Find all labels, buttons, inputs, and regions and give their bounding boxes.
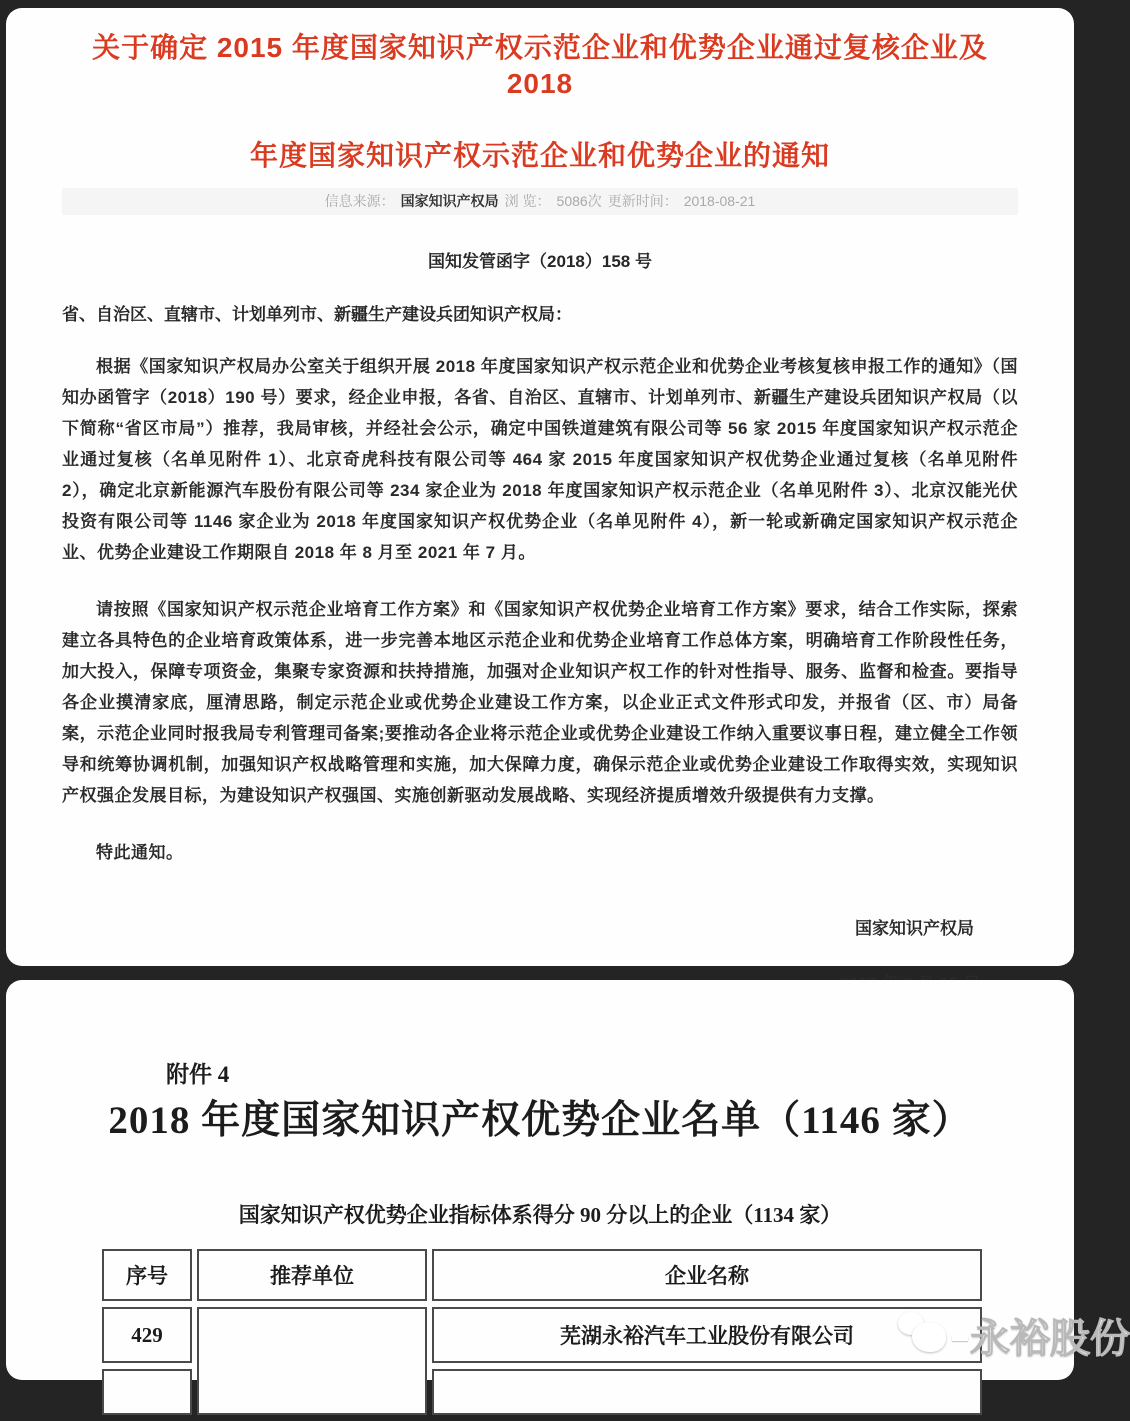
table-header-row (102, 1249, 982, 1301)
notice-title-line1: 关于确定 2015 年度国家知识产权示范企业和优势企业通过复核企业及 2018 (92, 32, 988, 99)
updated-label: 更新时间： (607, 193, 678, 209)
cell-serial-number-empty (102, 1369, 192, 1415)
attachment-card (6, 980, 1074, 1380)
body-paragraph-1: 根据《国家知识产权局办公室关于组织开展 2018 年度国家知识产权示范企业和优势企业考核复核申报工作的通知》（国知办函管字（2018）190 号）要求，经企业申报，各省、自治区、直辖市、计划单列市、新疆生产建设兵团知识产权局（以下简称“省区市局”）推荐，我局审核，并经社会公示，确定中国铁道建筑有限公司等 56 家 2015 年度国家知识产权示范企业通过复核（名单见附件 1）、北京奇虎科技有限公司等 464 家 2015 年度国家知识产权优势企业通过复核（名单见附件 2），确定北京新能源汽车股份有限公司等 234 家企业为 2018 年度国家知识产权示范企业（名单见附件 3）、北京汉能光伏投资有限公司等 1146 家企业为 2018 年度国家知识产权优势企业（名单见附件 4），新一轮或新确定国家知识产权示范企业、优势企业建设工作期限自 2018 年 8 月至 2021 年 7 月。 (62, 357, 1018, 562)
closing-line: 特此通知。 (96, 843, 184, 862)
updated-value: 2018-08-21 (683, 193, 756, 209)
views-label: 浏 览： (504, 193, 551, 209)
document-number: 国知发管函字（2018）158 号 (428, 252, 652, 271)
attachment-label: 附件 4 (166, 1062, 230, 1087)
source-label: 信息来源： (324, 193, 395, 209)
article-meta-bar (62, 188, 1018, 215)
cell-enterprise-name-empty (432, 1369, 982, 1415)
cell-enterprise-name: 芜湖永裕汽车工业股份有限公司 (432, 1307, 982, 1363)
source-value: 国家知识产权局 (400, 193, 499, 209)
body-paragraph-2: 请按照《国家知识产权示范企业培育工作方案》和《国家知识产权优势企业培育工作方案》要求，结合工作实际，探索建立各具特色的企业培育政策体系，进一步完善本地区示范企业和优势企业培育工作总体方案，明确培育工作阶段性任务，加大投入，保障专项资金，集聚专家资源和扶持措施，加强对企业知识产权工作的针对性指导、服务、监督和检查。要指导各企业摸清家底，厘清思路，制定示范企业或优势企业建设工作方案，以企业正式文件形式印发，并报省（区、市）局备案，示范企业同时报我局专利管理司备案;要推动各企业将示范企业或优势企业建设工作纳入重要议事日程，建立健全工作领导和统筹协调机制，加强知识产权战略管理和实施，加大保障力度，确保示范企业或优势企业建设工作取得实效，实现知识产权强企发展目标，为建设知识产权强国、实施创新驱动发展战略、实现经济提质增效升级提供有力支撑。 (62, 600, 1018, 805)
watermark-text: 永裕股份 (970, 1316, 1130, 1361)
header-serial-number: 序号 (102, 1249, 192, 1301)
signer-name: 国家知识产权局 (855, 919, 974, 938)
salutation-line: 省、自治区、直辖市、计划单列市、新疆生产建设兵团知识产权局： (62, 305, 572, 324)
cell-serial-number: 429 (102, 1307, 192, 1363)
attachment-title: 2018 年度国家知识产权优势企业名单（1146 家） (108, 1099, 972, 1142)
notice-title-line2: 年度国家知识产权示范企业和优势企业的通知 (249, 140, 830, 171)
header-recommending-unit: 推荐单位 (197, 1249, 427, 1301)
table-row (102, 1307, 982, 1363)
attachment-subtitle: 国家知识产权优势企业指标体系得分 90 分以上的企业（1134 家） (238, 1203, 842, 1227)
header-enterprise-name: 企业名称 (432, 1249, 982, 1301)
cell-recommending-unit (197, 1307, 427, 1415)
notice-document-card (6, 8, 1074, 966)
enterprise-table (97, 1243, 987, 1421)
views-value: 5086次 (556, 193, 602, 209)
